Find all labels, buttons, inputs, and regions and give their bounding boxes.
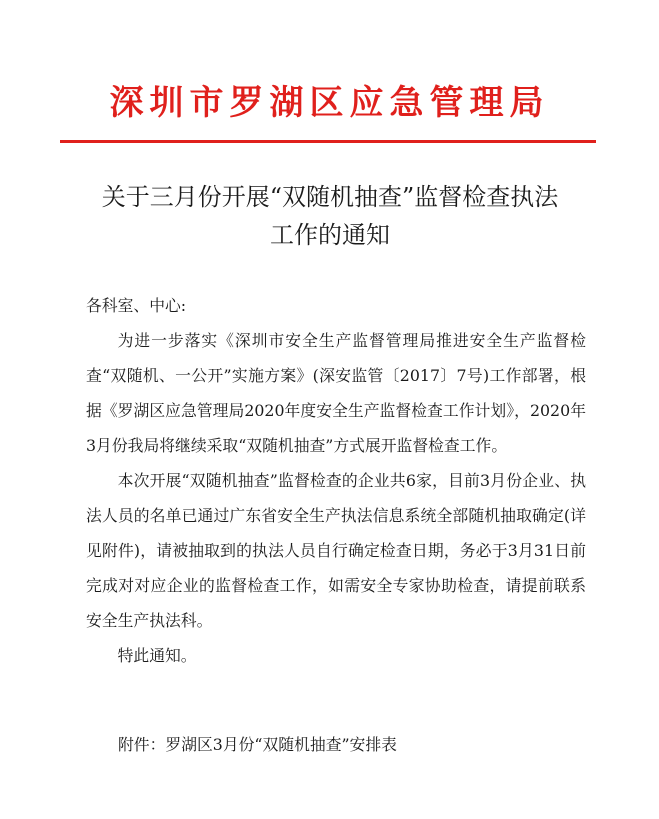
document-title	[40, 178, 620, 254]
salutation: 各科室、中心:	[86, 296, 187, 315]
title-line-1: 关于三月份开展“双随机抽查”监督检查执法	[101, 183, 559, 211]
title-line-2: 工作的通知	[270, 221, 390, 249]
document-body	[86, 288, 586, 673]
org-header	[0, 80, 659, 126]
header-red-rule	[60, 140, 596, 143]
attachment-line: 附件：罗湖区3月份“双随机抽查”安排表	[118, 735, 397, 754]
paragraph-2: 本次开展“双随机抽查”监督检查的企业共6家，目前3月份企业、执法人员的名单已通过广东省安全生产执法信息系统全部随机抽取确定(详见附件)，请被抽取到的执法人员自行确定检查日期，务必于3月31日前完成对对应企业的监督检查工作，如需安全专家协助检查，请提前联系安全生产执法科。	[86, 471, 586, 630]
closing-line: 特此通知。	[117, 646, 197, 665]
org-name: 深圳市罗湖区应急管理局	[109, 83, 550, 123]
paragraph-1: 为进一步落实《深圳市安全生产监督管理局推进安全生产监督检查“双随机、一公开”实施方案》(深安监管〔2017〕7号)工作部署，根据《罗湖区应急管理局2020年度安全生产监督检查工作计划》，2020年3月份我局将继续采取“双随机抽查”方式展开监督检查工作。	[86, 331, 586, 455]
